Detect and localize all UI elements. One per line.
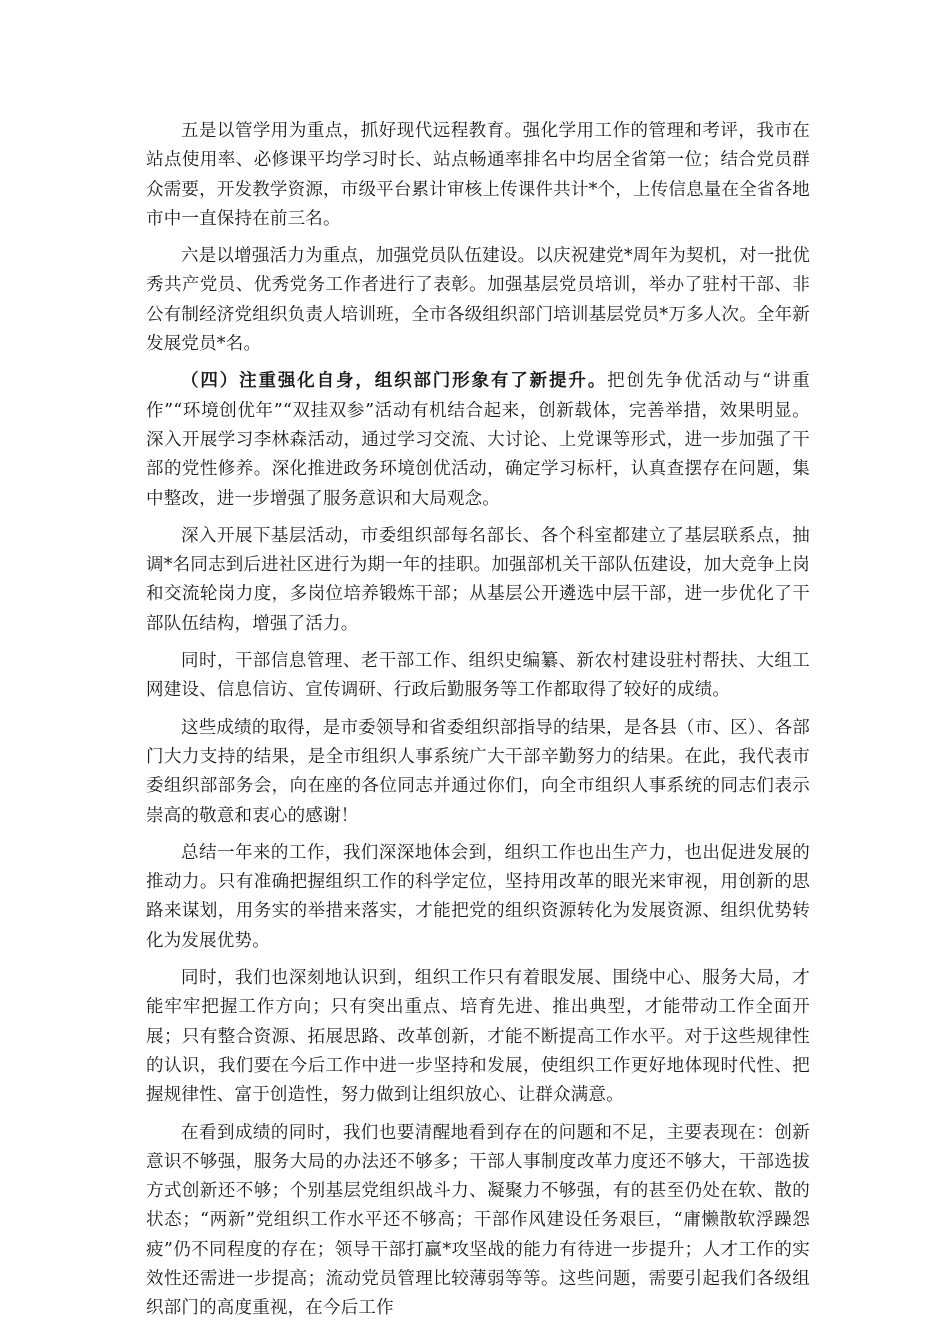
document-page bbox=[146, 117, 810, 1332]
paragraph-text: 同时，干部信息管理、老干部工作、组织史编纂、新农村建设驻村帮扶、大组工网建设、信息信访、宣传调研、行政后勤服务等工作都取得了较好的成绩。 bbox=[146, 651, 810, 701]
paragraph-understanding bbox=[146, 964, 810, 1110]
paragraph-distance-education bbox=[146, 117, 810, 234]
paragraph-party-member-team bbox=[146, 242, 810, 359]
paragraph-summary bbox=[146, 839, 810, 956]
paragraph-text: 五是以管学用为重点，抓好现代远程教育。强化学用工作的管理和考评，我市在站点使用率、必修课平均学习时长、站点畅通率排名中均居全省第一位；结合党员群众需要，开发教学资源，市级平台累计审核上传课件共计*个，上传信息量在全省各地市中一直保持在前三名。 bbox=[146, 121, 810, 229]
paragraph-text: 总结一年来的工作，我们深深地体会到，组织工作也出生产力，也出促进发展的推动力。只有准确把握组织工作的科学定位，坚持用改革的眼光来审视，用创新的思路来谋划，用务实的举措来落实，才能把党的组织资源转化为发展资源、组织优势转化为发展优势。 bbox=[146, 842, 810, 951]
paragraph-problems bbox=[146, 1119, 810, 1324]
paragraph-other-work bbox=[146, 647, 810, 706]
paragraph-grassroots-activity bbox=[146, 522, 810, 639]
paragraph-text: 把创先争优活动与“讲重作”“环境创优年”“双挂双参”活动有机结合起来，创新载体，完善举措，效果明显。深入开展学习李林森活动，通过学习交流、大讨论、上党课等形式，进一步加强了干部的党性修养。深化推进政务环境创优活动，确定学习标杆，认真查摆存在问题，集中整改，进一步增强了服务意识和大局观念。 bbox=[146, 371, 810, 509]
paragraph-thanks bbox=[146, 714, 810, 831]
paragraph-text: 在看到成绩的同时，我们也要清醒地看到存在的问题和不足，主要表现在：创新意识不够强，服务大局的办法还不够多；干部人事制度改革力度还不够大，干部选拔方式创新还不够；个别基层党组织战斗力、凝聚力不够强，有的甚至仍处在软、散的状态；“两新”党组织工作水平还不够高；干部作风建设任务艰巨，“庸懒散软浮躁怨疲”仍不同程度的存在；领导干部打赢*攻坚战的能力有待进一步提升；人才工作的实效性还需进一步提高；流动党员管理比较薄弱等等。这些问题，需要引起我们各级组织部门的高度重视，在今后工作 bbox=[146, 1122, 810, 1319]
paragraph-text: 深入开展下基层活动，市委组织部每名部长、各个科室都建立了基层联系点，抽调*名同志到后进社区进行为期一年的挂职。加强部机关干部队伍建设，加大竞争上岗和交流轮岗力度，多岗位培养锻炼干部；从基层公开遴选中层干部，进一步优化了干部队伍结构，增强了活力。 bbox=[146, 525, 810, 634]
paragraph-text: 六是以增强活力为重点，加强党员队伍建设。以庆祝建党*周年为契机，对一批优秀共产党员、优秀党务工作者进行了表彰。加强基层党员培训，举办了驻村干部、非公有制经济党组织负责人培训班，全市各级组织部门培训基层党员*万多人次。全年新发展党员*名。 bbox=[146, 246, 810, 355]
paragraph-text: 同时，我们也深刻地认识到，组织工作只有着眼发展、围绕中心、服务大局，才能牢牢把握工作方向；只有突出重点、培育先进、推出典型，才能带动工作全面开展；只有整合资源、拓展思路、改革创新，才能不断提高工作水平。对于这些规律性的认识，我们要在今后工作中进一步坚持和发展，使组织工作更好地体现时代性、把握规律性、富于创造性，努力做到让组织放心、让群众满意。 bbox=[146, 968, 810, 1106]
paragraph-section-four bbox=[146, 367, 810, 513]
paragraph-text: 这些成绩的取得，是市委领导和省委组织部指导的结果，是各县（市、区）、各部门大力支持的结果，是全市组织人事系统广大干部辛勤努力的结果。在此，我代表市委组织部部务会，向在座的各位同志并通过你们，向全市组织人事系统的同志们表示崇高的敬意和衷心的感谢！ bbox=[146, 717, 810, 826]
section-heading: （四）注重强化自身，组织部门形象有了新提升。 bbox=[181, 371, 608, 392]
